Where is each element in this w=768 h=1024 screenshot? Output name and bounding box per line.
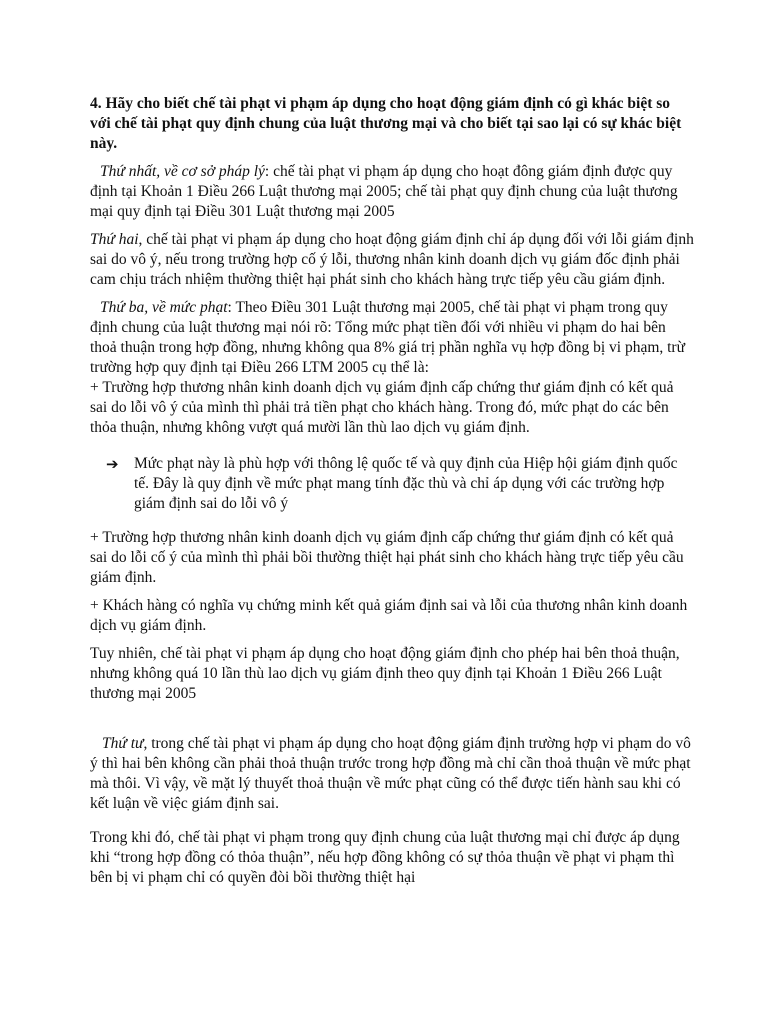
- paragraph-text: , trong chế tài phạt vi phạm áp dụng cho hoạt động giám định trường hợp vi phạm do vô ý thì hai bên không cần phải thoả thuận trước trong hợp đồng mà chỉ cần thoả thuận về mức phạt mà thôi. Vì vậy, về mặt lý thuyết thoả thuận về mức phạt cũng có thể được tiến hành sau khi có kết luận về việc giám định sai.: [90, 735, 691, 812]
- paragraph-lead: Thứ hai: [90, 231, 139, 248]
- paragraph-lead: Thứ ba, về mức phạt: [100, 299, 228, 316]
- paragraph-second: [90, 230, 694, 290]
- arrow-bullet-item: [90, 454, 694, 514]
- paragraph-lead: Thứ tư: [102, 735, 144, 752]
- paragraph-fourth: [90, 734, 694, 814]
- paragraph-text: : chế tài phạt vi phạm áp dụng cho hoạt đông giám định được quy định tại Khoản 1 Điều 266 Luật thương mại 2005; chế tài phạt quy định chung của luật thương mại quy định tại Điều 301 Luật thương mại 2005: [90, 163, 678, 220]
- paragraph-customer-obligation: + Khách hàng có nghĩa vụ chứng minh kết quả giám định sai và lỗi của thương nhân kinh doanh dịch vụ giám định.: [90, 597, 688, 634]
- paragraph-case-unintentional: + Trường hợp thương nhân kinh doanh dịch vụ giám định cấp chứng thư giám định có kết quả sai do lỗi vô ý của mình thì phải trả tiền phạt cho khách hàng. Trong đó, mức phạt do các bên thỏa thuận, nhưng không vượt quá mười lần thù lao dịch vụ giám định.: [90, 379, 674, 436]
- arrow-bullet-text: Mức phạt này là phù hợp với thông lệ quốc tế và quy định của Hiệp hội giám định quốc tế. Đây là quy định về mức phạt mang tính đặc thù và chỉ áp dụng với các trường hợp giám định sai do lỗi vô ý: [134, 455, 678, 512]
- arrow-right-icon: ➔: [106, 455, 119, 473]
- paragraph-case-intentional: + Trường hợp thương nhân kinh doanh dịch vụ giám định cấp chứng thư giám định có kết quả sai do lỗi cố ý của mình thì phải bồi thường thiệt hại phát sinh cho khách hàng trực tiếp yêu cầu giám định.: [90, 529, 684, 586]
- question-heading: 4. Hãy cho biết chế tài phạt vi phạm áp dụng cho hoạt động giám định có gì khác biệt so với chế tài phạt quy định chung của luật thương mại và cho biết tại sao lại có sự khác biệt này.: [90, 95, 682, 152]
- paragraph-however: Tuy nhiên, chế tài phạt vi phạm áp dụng cho hoạt động giám định cho phép hai bên thoả thuận, nhưng không quá 10 lần thù lao dịch vụ giám định theo quy định tại Khoản 1 Điều 266 Luật thương mại 2005: [90, 645, 680, 702]
- paragraph-penalty-level: [90, 298, 694, 378]
- paragraph-legal-basis: [90, 162, 694, 222]
- paragraph-meanwhile: Trong khi đó, chế tài phạt vi phạm trong quy định chung của luật thương mại chỉ được áp dụng khi “trong hợp đồng có thỏa thuận”, nếu hợp đồng không có sự thỏa thuận về phạt vi phạm thì bên bị vi phạm chỉ có quyền đòi bồi thường thiệt hại: [90, 829, 680, 886]
- paragraph-text: : Theo Điều 301 Luật thương mại 2005, chế tài phạt vi phạm trong quy định chung của luật thương mại nói rõ: Tổng mức phạt tiền đối với nhiều vi phạm do hai bên thoả thuận trong hợp đồng, nhưng không qua 8% giá trị phần nghĩa vụ hợp đồng bị vi phạm, trừ trường hợp quy định tại Điều 266 LTM 2005 cụ thể là:: [90, 299, 685, 376]
- paragraph-text: , chế tài phạt vi phạm áp dụng cho hoạt động giám định chỉ áp dụng đối với lỗi giám định sai do vô ý, nếu trong trường hợp cố ý lỗi, thương nhân kinh doanh dịch vụ giám đốc định phải cam chịu trách nhiệm thường thiệt hại phát sinh cho khách hàng trực tiếp yêu cầu giám định.: [90, 231, 694, 288]
- paragraph-lead: Thứ nhất, về cơ sở pháp lý: [100, 163, 265, 180]
